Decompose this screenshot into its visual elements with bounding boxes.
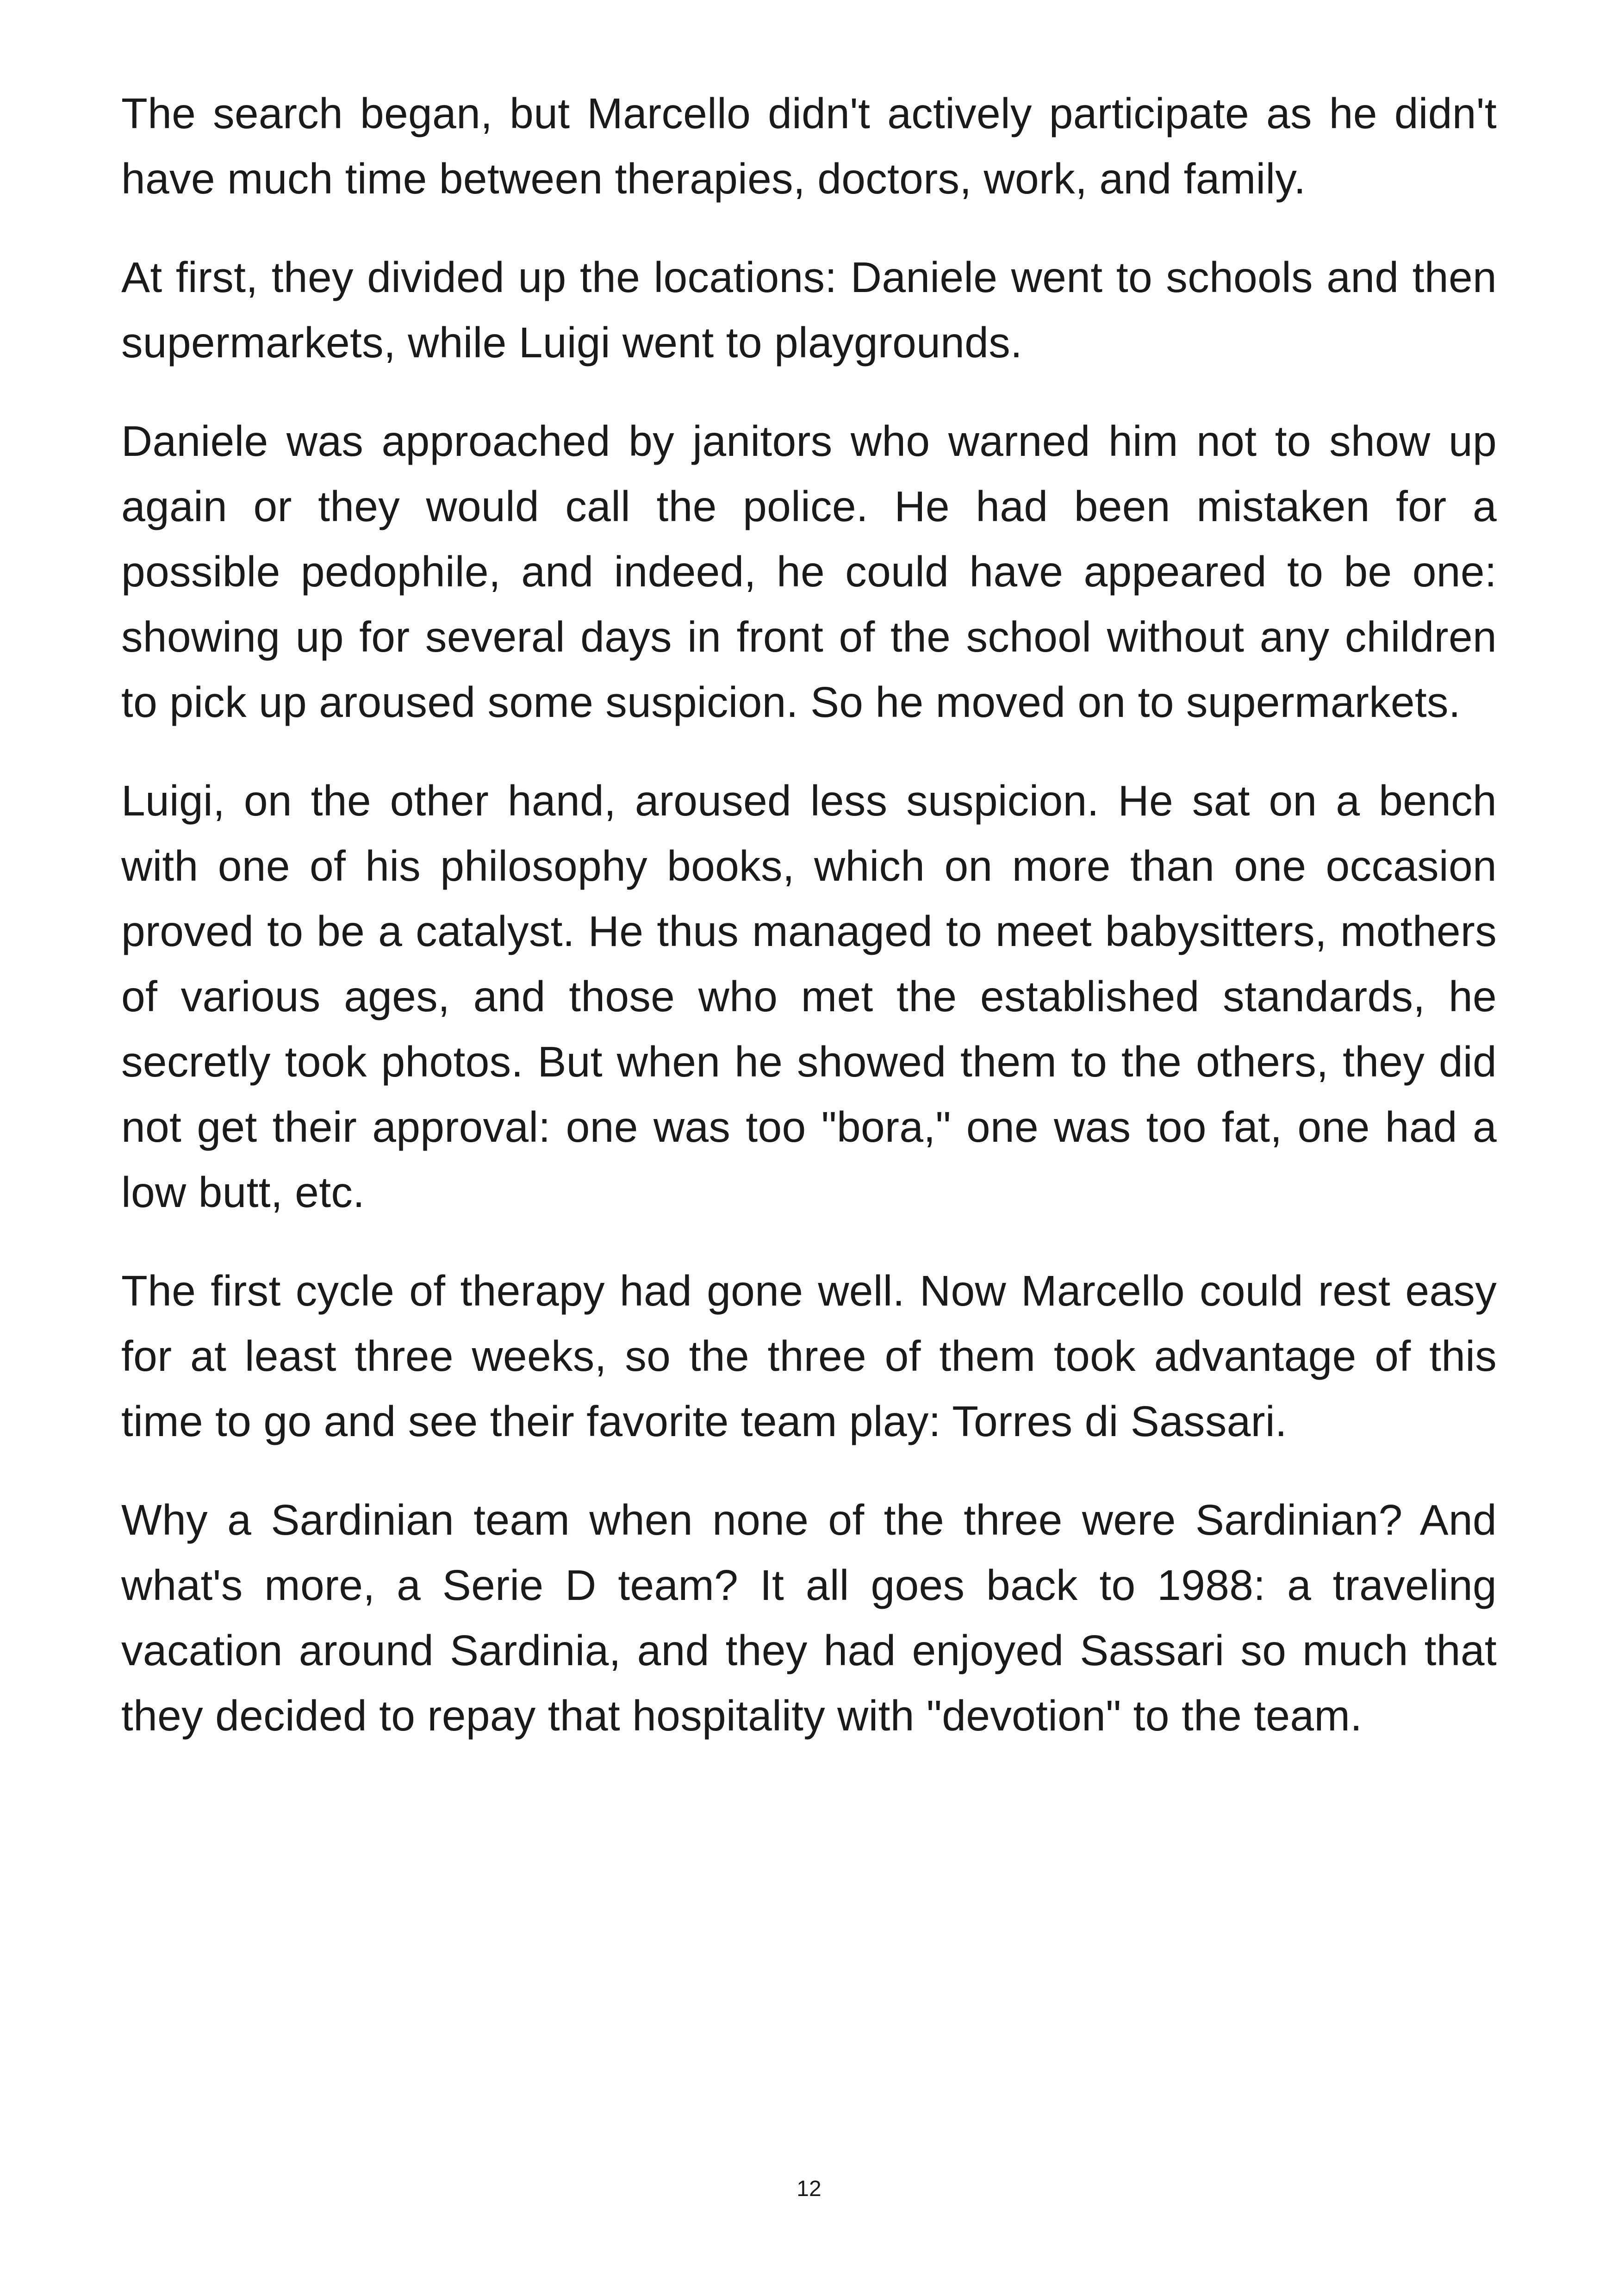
body-text	[121, 81, 1497, 1782]
paragraph-1: The search began, but Marcello didn't actively participate as he didn't have much time between therapies, doctors, work, and family.	[121, 89, 1497, 203]
paragraph-5: The first cycle of therapy had gone well. Now Marcello could rest easy for at least three weeks, so the three of them took advantage of this time to go and see their favorite team play: Torres di Sassari.	[121, 1267, 1497, 1445]
paragraph-6: Why a Sardinian team when none of the three were Sardinian? And what's more, a Serie D team? It all goes back to 1988: a traveling vacation around Sardinia, and they had enjoyed Sassari so much that they decided to repay that hospitality with "devotion" to the team.	[121, 1496, 1497, 1740]
paragraph-2: At first, they divided up the locations: Daniele went to schools and then supermarkets, while Luigi went to playgrounds.	[121, 253, 1497, 367]
paragraph-3: Daniele was approached by janitors who warned him not to show up again or they would call the police. He had been mistaken for a possible pedophile, and indeed, he could have appeared to be one: showing up for several days in front of the school without any children to pick up aroused some suspicion. So he moved on to supermarkets.	[121, 417, 1497, 726]
page-number: 12	[797, 2177, 821, 2201]
paragraph-4: Luigi, on the other hand, aroused less suspicion. He sat on a bench with one of his philosophy books, which on more than one occasion proved to be a catalyst. He thus managed to meet babysitters, mothers of various ages, and those who met the established standards, he secretly took photos. But when he showed them to the others, they did not get their approval: one was too "bora," one was too fat, one had a low butt, etc.	[121, 777, 1497, 1216]
